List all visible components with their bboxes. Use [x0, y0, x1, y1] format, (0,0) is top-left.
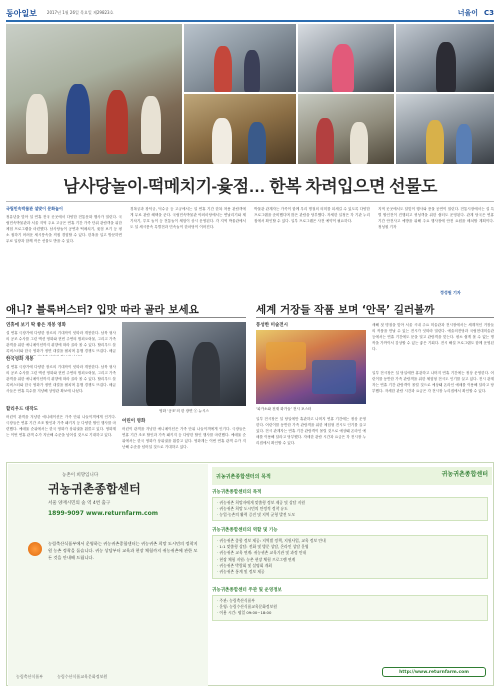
lead-article-kicker: 국립민속박물관 설맞이 문화놀이 [6, 206, 63, 211]
art-column-3: 일부 전시장은 설 당일에만 휴관하고 나머지 연휴 기간에는 정상 운영한다. 어린이를 동반한 가족 관람객을 위한 체험형 전시도 인기를 끌고 있다. 전시 관계자는 연휴 기간 관람객이 몰릴 것으로 예상돼 온라인 예매를 이용해 달라고 당부했다. 자세한 관람 시간과 요금은 각 전시장 누리집에서 확인할 수 있다. [372, 371, 494, 393]
art-column-1b: 일부 전시장은 설 당일에만 휴관하고 나머지 연휴 기간에는 정상 운영한다. 어린이를 동반한 가족 관람객을 위한 체험형 전시도 인기를 끌고 있다. 전시 관계자는 연휴 기간 관람객이 몰릴 것으로 예상돼 온라인 예매를 이용해 달라고 당부했다. 자세한 관람 시간과 요금은 각 전시장 누리집에서 확인할 수 있다. [256, 417, 366, 445]
ad-brand-logo: 귀농귀촌종합센터 [441, 471, 488, 478]
ad-sponsor-agency: 농림수산식품교육문화정보원 [57, 674, 108, 679]
ad-banner-text: 귀농귀촌종합센터의 목적 [216, 473, 271, 480]
photo-winter-street [396, 24, 494, 92]
lead-column-3: 박물관 관계자는 가족이 함께 우리 명절의 의미를 되새길 수 있도록 다양한 프로그램을 준비했다며 많은 관람을 당부했다. 자세한 일정은 각 기관 누리집에서 확인할 수 있다. 일부 프로그램은 사전 예약이 필요하다. [254, 207, 370, 223]
ad-block-purpose [212, 497, 488, 521]
list-item: · 귀농귀촌 박람회 및 설명회 개최 [217, 562, 272, 568]
list-item: · 주관: 농림축산식품부 [217, 598, 255, 603]
ad-tagline: 농촌이 희망입니다 [62, 473, 99, 478]
ad-logo-icon [28, 542, 42, 556]
ad-phone: 1899-9097 www.returnfarm.com [48, 510, 158, 517]
list-item: · 귀농귀촌 희망 도시민의 안정적 정착 유도 [217, 506, 288, 512]
list-item: · 운영: 농림수산식품교육문화정보원 [217, 604, 277, 610]
art-section-subtitle: 풍성한 미술전시 [256, 323, 288, 328]
ad-title: 귀농귀촌종합센터 [48, 482, 141, 496]
photo-rice-cake-pounding [184, 94, 296, 164]
movies-column-1b: 설 연휴 극장가에 다양한 장르의 기대작이 잇따라 개봉한다. 남북 형사의 공조 수사를 그린 액션 영화와 현빈 주연의 범죄오락물, 그리고 가족 관객을 위한 애니메이션까지 취향에 따라 골라 볼 수 있다. 할리우드 블록버스터와 한국 영화가 정면 대결을 펼치며 흥행 경쟁도 뜨겁다. 배급사들은 연휴 특수를 겨냥해 상영관 확보에 나섰다. [6, 365, 116, 393]
ad-block-purpose-head: 귀농귀촌종합센터의 목적 [212, 490, 262, 495]
ad-block-operation-head: 귀농귀촌종합센터 주관 및 운영정보 [212, 588, 282, 593]
section-name: 너울이 [457, 9, 478, 17]
list-item: · 귀농귀촌 희망자에게 맞춤형 정보 제공 및 상담 지원 [217, 500, 305, 505]
photo-children-games [396, 94, 494, 164]
list-item: · 1:1 맞춤형 상담: 전화 및 방문 상담, 온라인 상담 운영 [217, 544, 309, 550]
main-headline-text: 남사당놀이-떡메치기-윷점… 한복 차려입으면 선물도 [63, 177, 437, 196]
ad-block-operation [212, 595, 488, 621]
list-item: · 귀농귀촌 교육 연계: 귀농귀촌 교육기관 및 과정 안내 [217, 550, 307, 556]
photo-art-painting [256, 330, 366, 404]
lead-column-1: 정유년을 맞아 설 연휴 전국 곳곳에서 다양한 전통문화 행사가 열린다. 국립민속박물관과 서울 지역 주요 고궁은 연휴 기간 가족 단위 관람객을 위한 체험 프로그램을 마련했다. 남사당놀이 공연과 떡메치기, 윷점 보기 등 평소 접하기 어려운 세시풍속을 직접 경험할 수 있다. 한복을 입고 방문하면 무료 입장과 함께 작은 선물도 받을 수 있다. [6, 215, 122, 243]
art-column-2: 새해 첫 명절을 맞아 서울 시내 주요 미술관과 전시장에서는 세계적인 거장들의 작품을 만날 수 있는 전시가 잇따라 열린다. 예술의전당과 국립현대미술관 등에서는 연휴 기간에도 문을 열고 관람객을 맞는다. 평소 쉽게 볼 수 없는 명작을 가까이서 감상할 수 있는 좋은 기회다. 전시 해설 프로그램도 함께 운영된다. [372, 323, 494, 351]
movies-minor-head-1: 한국영화 개봉 [6, 357, 34, 362]
movies-column-2: 어린이 관객을 겨냥한 애니메이션은 가족 단위 나들이객에게 인기다. 극장들은 연휴 기간 조조 할인과 가족 패키지 등 다양한 할인 행사를 마련했다. 예매율 순위에서는 한국 영화가 상위권을 휩쓸고 있다. 영화계는 이번 연휴 관객 수가 지난해 수준을 넘어설 것으로 기대하고 있다. [122, 427, 246, 449]
photo-palace-hanbok [298, 24, 394, 92]
ad-block-roles-head: 귀농귀촌종합센터의 역할 및 기능 [212, 528, 278, 533]
ad-website-url: http://www.returnfarm.com [399, 669, 469, 675]
page-number: C3 [483, 9, 494, 17]
photo-yut-fortune [298, 94, 394, 164]
ad-website-link[interactable] [382, 667, 486, 677]
photo-movie-still [122, 322, 246, 406]
newspaper-brand: 동아일보 [6, 8, 37, 18]
list-item: · 귀농귀촌 통계 및 정보 제공 [217, 569, 265, 575]
ad-left-panel [8, 464, 208, 686]
art-section-title: 세계 거장들 작품 보며 ‘안목’ 길러볼까 [256, 302, 494, 318]
lead-column-4: 지역 곳곳에서도 달맞이 행사와 풍물 공연이 열린다. 전통시장에서는 설 특별 할인전이 진행되고 귀성객을 위한 쉼터도 운영된다. 관계 당국은 연휴 기간 안전사고 예방을 위해 주요 행사장에 안전 요원을 배치할 계획이다. 정성원 기자 [378, 207, 494, 229]
list-item: · 현장 체험 지원: 농촌 현장 체험 프로그램 연계 [217, 556, 296, 562]
movies-minor-head-3: 어린이 영화 [122, 419, 146, 424]
ad-sponsors [16, 674, 107, 680]
movies-section-subtitle: 연휴에 보기 딱 좋은 개봉 영화 [6, 323, 66, 328]
dateline: 2017년 1월 26일 목요일 제29823호 [46, 10, 114, 15]
masthead [6, 6, 494, 22]
main-headline [6, 168, 494, 202]
photo-family-visit [184, 24, 296, 92]
movies-section-title: 애니? 블록버스터? 입맛 따라 골라 보세요 [6, 302, 246, 318]
list-item: · 농업·농촌의 활력 증진 및 지역 균형 발전 도모 [217, 512, 296, 518]
art-photo-caption: ‘피카소와 천재 화가들’ 전시 포스터 [256, 407, 312, 411]
advertisement [6, 462, 494, 686]
ad-description: 농림축산식품부에서 운영하는 귀농귀촌종합센터는 귀농귀촌 희망 도시민의 정착지원 농촌 정착을 돕습니다. 귀농 상담부터 교육과 현장 체험까지 귀농귀촌에 관한 모든 것을 안내해 드립니다. [48, 541, 198, 560]
list-item: · 이용 시간: 평일 09:00~18:00 [217, 610, 272, 616]
lead-column-2: 경복궁과 창덕궁, 덕수궁 등 고궁에서는 설 연휴 기간 한복 착용 관람객에게 무료 관람 혜택을 준다. 국립민속박물관 야외마당에서는 연날리기와 제기차기, 투호 놀이 등 전통놀이 체험이 상시 운영된다. 각 지역 박물관에서도 설 세시풍속 특별전과 민속놀이 한마당이 이어진다. [130, 207, 246, 229]
movies-minor-head-2: 할리우드 대작도 [6, 407, 38, 412]
ad-block-roles [212, 535, 488, 579]
movies-column-1a: 설 연휴 극장가에 다양한 장르의 기대작이 잇따라 개봉한다. 남북 형사의 공조 수사를 그린 액션 영화와 현빈 주연의 범죄오락물, 그리고 가족 관객을 위한 애니메이션까지 취향에 따라 골라 볼 수 있다. 할리우드 블록버스터와 한국 영화가 정면 대결을 펼치며 흥행 경쟁도 뜨겁다. 배급 [6, 331, 116, 353]
ad-sponsor-ministry: 농림축산식품부 [16, 674, 44, 679]
lead-reporter: 정성원 기자 [440, 290, 461, 295]
ad-right-panel [212, 465, 492, 685]
movies-photo-caption: 영화 ‘공조’의 한 장면 ⓒ 뉴시스 [159, 409, 209, 413]
movies-column-1c: 어린이 관객을 겨냥한 애니메이션은 가족 단위 나들이객에게 인기다. 극장들은 연휴 기간 조조 할인과 가족 패키지 등 다양한 할인 행사를 마련했다. 예매율 순위에서는 한국 영화가 상위권을 휩쓸고 있다. 영화계는 이번 연휴 관객 수가 지난해 수준을 넘어설 것으로 기대하고 있다. [6, 415, 116, 437]
list-item: · 귀농귀촌 종합 정보 제공: 지역별 정책, 지원사업, 교육 정보 안내 [217, 538, 326, 543]
ad-location: 서울 양재시민의 숲 역 4번 출구 [48, 501, 111, 506]
photo-traditional-performance [6, 24, 182, 164]
